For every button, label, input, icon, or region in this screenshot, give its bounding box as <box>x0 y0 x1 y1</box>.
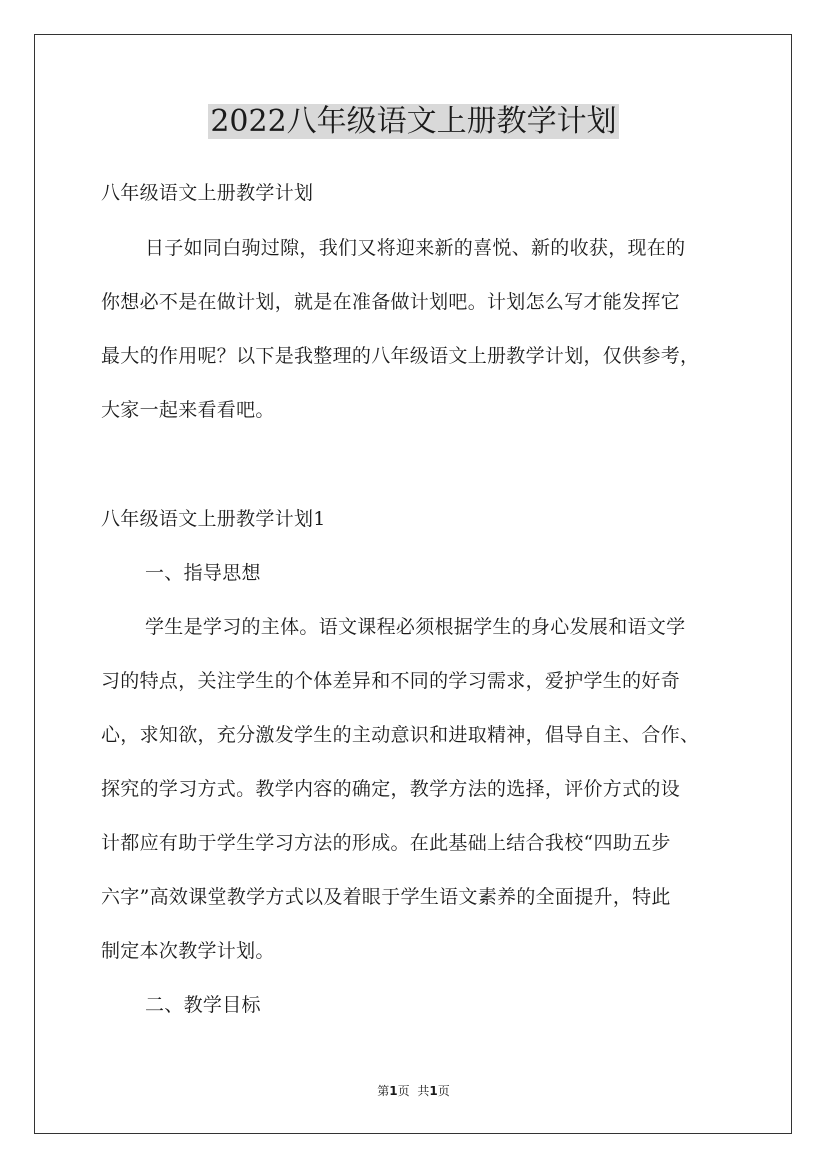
guideline-line: 探究的学习方式。教学内容的确定，教学方法的选择，评价方式的设 <box>101 778 681 800</box>
intro-line: 最大的作用呢？以下是我整理的八年级语文上册教学计划，仅供参考， <box>101 345 700 367</box>
footer-page-number: 1 <box>389 1084 398 1098</box>
guideline-line: 计都应有助于学生学习方法的形成。在此基础上结合我校“四助五步 <box>101 832 671 854</box>
footer-total-suffix: 页 <box>437 1084 450 1098</box>
intro-line: 你想必不是在做计划，就是在准备做计划吧。计划怎么写才能发挥它 <box>101 291 681 313</box>
goal-heading: 二、教学目标 <box>145 994 261 1016</box>
document-title-text: 2022八年级语文上册教学计划 <box>210 104 617 139</box>
footer-page-suffix: 页 <box>397 1084 410 1098</box>
footer-total-pages: 1 <box>429 1084 438 1098</box>
document-title <box>0 100 827 144</box>
intro-line: 日子如同白驹过隙，我们又将迎来新的喜悦、新的收获，现在的 <box>145 237 686 259</box>
guideline-line: 习的特点，关注学生的个体差异和不同的学习需求，爱护学生的好奇 <box>101 670 681 692</box>
page-footer <box>0 1082 827 1100</box>
guideline-heading: 一、指导思想 <box>145 562 261 584</box>
intro-line: 大家一起来看看吧。 <box>101 399 275 421</box>
section-heading: 八年级语文上册教学计划1 <box>101 508 326 530</box>
footer-page-prefix: 第 <box>377 1084 390 1098</box>
document-subtitle: 八年级语文上册教学计划 <box>101 182 314 204</box>
footer-total-prefix: 共 <box>417 1084 430 1098</box>
guideline-line: 心，求知欲，充分激发学生的主动意识和进取精神，倡导自主、合作、 <box>101 724 700 746</box>
guideline-line: 制定本次教学计划。 <box>101 940 275 962</box>
guideline-line: 学生是学习的主体。语文课程必须根据学生的身心发展和语文学 <box>145 616 686 638</box>
guideline-line: 六字”高效课堂教学方式以及着眼于学生语文素养的全面提升，特此 <box>101 886 671 908</box>
